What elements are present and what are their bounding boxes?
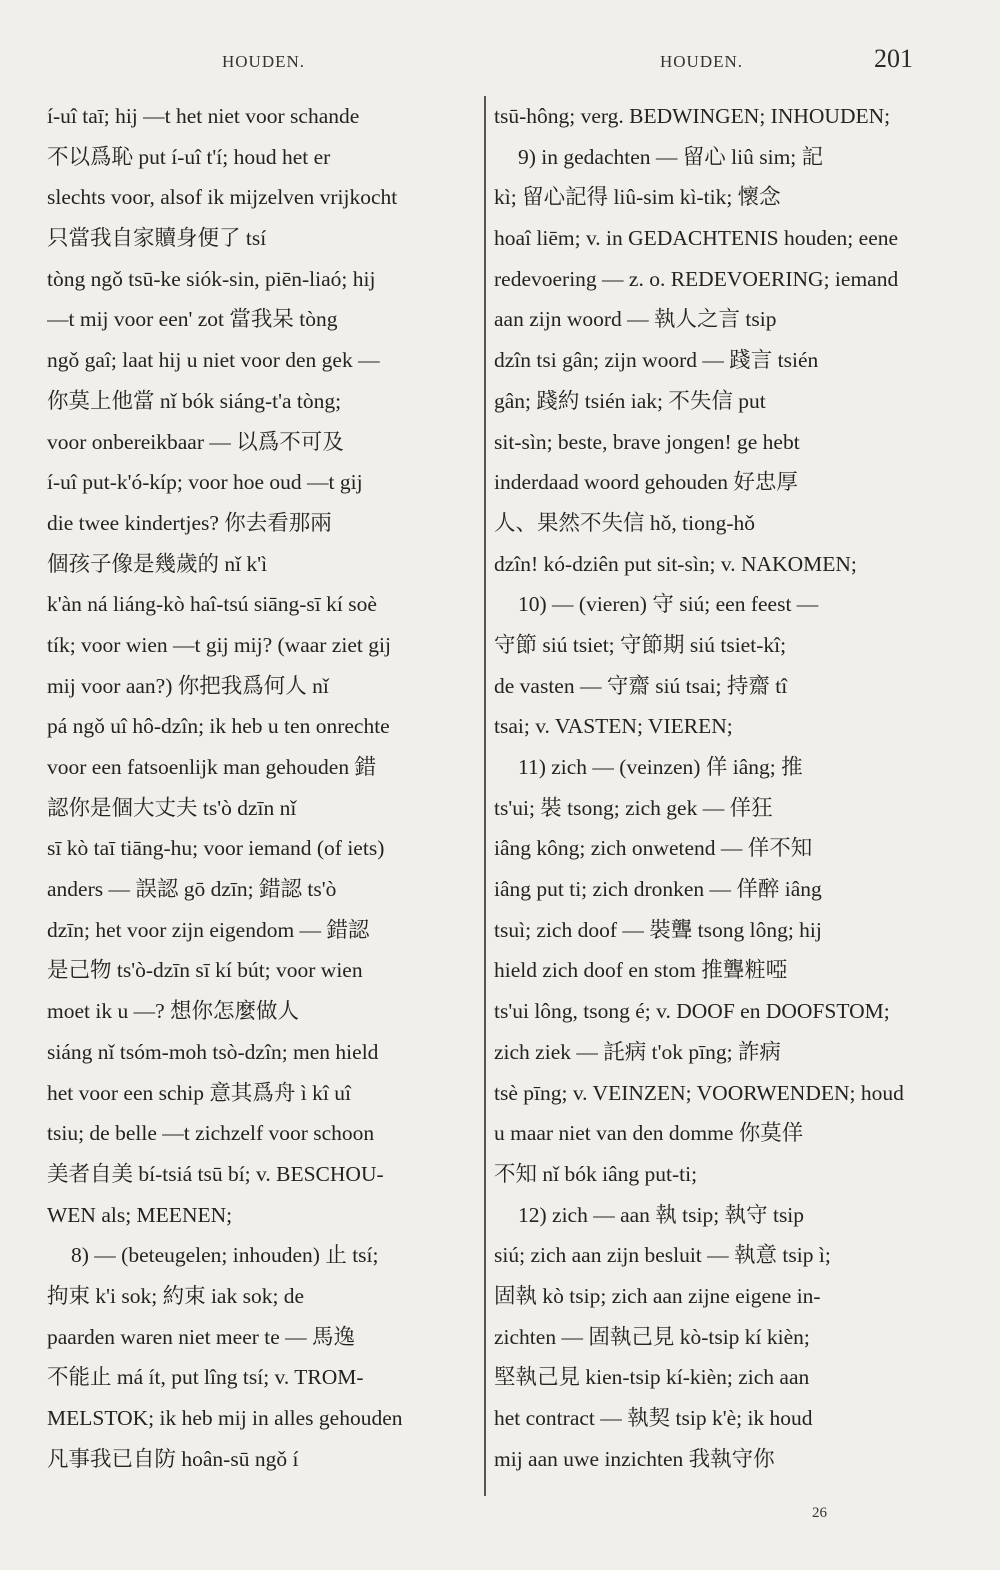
text-line: inderdaad woord gehouden 好忠厚 [494, 470, 798, 495]
text-line: slechts voor, alsof ik mijzelven vrijkocht [47, 185, 398, 210]
text-line: 守節 siú tsiet; 守節期 siú tsiet-kî; [494, 632, 787, 657]
text-line: dzīn; het voor zijn eigendom — 錯認 [47, 917, 370, 942]
text-line: tík; voor wien —t gij mij? (waar ziet gij [47, 632, 391, 657]
text-line: 固執 kò tsip; zich aan zijne eigene in- [494, 1283, 821, 1308]
text-line: hield zich doof en stom 推聾粧啞 [494, 958, 788, 983]
text-line: í-uî put-k'ó-kíp; voor hoe oud —t gij [47, 470, 363, 495]
text-line: tsai; v. VASTEN; VIEREN; [494, 714, 733, 739]
text-line: zich ziek — 託病 t'ok pīng; 詐病 [494, 1039, 781, 1064]
text-line: zichten — 固執己見 kò-tsip kí kièn; [494, 1324, 810, 1349]
text-line: aan zijn woord — 執人之言 tsip [494, 307, 777, 332]
text-line: 12) zich — aan 執 tsip; 執守 tsip [518, 1202, 805, 1227]
signature-mark: 26 [812, 1505, 827, 1521]
text-line: 認你是個大丈夫 ts'ò dzīn nǐ [47, 795, 297, 820]
text-line: ts'ui lông, tsong é; v. DOOF en DOOFSTOM; [494, 999, 890, 1024]
text-line: u maar niet van den domme 你莫佯 [494, 1121, 804, 1146]
text-line: dzîn tsi gân; zijn woord — 踐言 tsién [494, 348, 819, 373]
text-line: ngǒ gaî; laat hij u niet voor den gek — [47, 348, 380, 373]
text-line: gân; 踐約 tsién iak; 不失信 put [494, 388, 766, 413]
text-line: paarden waren niet meer te — 馬逸 [47, 1324, 356, 1349]
page-number: 201 [874, 44, 913, 73]
text-line: tòng ngǒ tsū-ke siók-sin, piēn-liaó; hij [47, 266, 376, 291]
text-line: mij voor aan?) 你把我爲何人 nǐ [47, 673, 329, 698]
right-running-head: HOUDEN. [660, 52, 744, 71]
text-line: tsiu; de belle —t zichzelf voor schoon [47, 1121, 375, 1146]
text-line: —t mij voor een' zot 當我呆 tòng [47, 307, 338, 332]
text-line: MELSTOK; ik heb mij in alles gehouden [47, 1406, 403, 1430]
text-line: 拘束 k'i sok; 約束 iak sok; de [47, 1283, 305, 1308]
text-line: iâng kông; zich onwetend — 佯不知 [494, 836, 813, 861]
text-line: sit-sìn; beste, brave jongen! ge hebt [494, 429, 800, 454]
text-line: tsū-hông; verg. BEDWINGEN; INHOUDEN; [494, 104, 891, 128]
text-line: siáng nǐ tsóm-moh tsò-dzîn; men hield [47, 1039, 379, 1064]
text-line: 9) in gedachten — 留心 liû sim; 記 [518, 144, 824, 169]
text-line: siú; zich aan zijn besluit — 執意 tsip ì; [494, 1243, 831, 1268]
text-line: 10) — (vieren) 守 siú; een feest — [518, 592, 819, 617]
text-line: 美者自美 bí-tsiá tsū bí; v. BESCHOU- [47, 1161, 384, 1186]
text-line: 是己物 ts'ò-dzīn sī kí bút; voor wien [47, 958, 363, 983]
text-line: ts'ui; 裝 tsong; zich gek — 佯狂 [494, 795, 773, 820]
text-line: het voor een schip 意其爲舟 ì kî uî [47, 1080, 351, 1105]
text-line: voor een fatsoenlijk man gehouden 錯 [47, 755, 376, 779]
text-line: 11) zich — (veinzen) 佯 iâng; 推 [518, 755, 803, 779]
text-line: 凡事我已自防 hoân-sū ngǒ í [47, 1446, 299, 1471]
text-line: die twee kindertjes? 你去看那兩 [47, 510, 332, 535]
left-running-head: HOUDEN. [222, 52, 306, 71]
text-line: moet ik u —? 想你怎麼做人 [47, 999, 300, 1024]
text-line: tsuì; zich doof — 裝聾 tsong lông; hij [494, 917, 822, 942]
text-line: hoaî liēm; v. in GEDACHTENIS houden; eene [494, 226, 899, 251]
column-divider [484, 96, 486, 1496]
text-line: kì; 留心記得 liû-sim kì-tik; 懷念 [494, 185, 781, 210]
text-line: k'àn ná liáng-kò haî-tsú siāng-sī kí soè [47, 592, 377, 617]
text-line: 個孩子像是幾歲的 nǐ k'ì [47, 551, 268, 576]
text-line: 堅執己見 kien-tsip kí-kièn; zich aan [494, 1365, 810, 1390]
text-line: 不以爲恥 put í-uî t'í; houd het er [47, 144, 331, 169]
text-line: 人、果然不失信 hǒ, tiong-hǒ [494, 510, 755, 535]
text-line: 只當我自家贖身便了 tsí [47, 226, 267, 251]
text-line: de vasten — 守齋 siú tsai; 持齋 tî [494, 673, 788, 698]
left-column [47, 96, 475, 1479]
text-line: 8) — (beteugelen; inhouden) 止 tsí; [71, 1243, 379, 1268]
text-line: redevoering — z. o. REDEVOERING; iemand [494, 266, 899, 291]
text-line: tsè pīng; v. VEINZEN; VOORWENDEN; houd [494, 1080, 904, 1105]
text-line: í-uî taī; hij —t het niet voor schande [47, 104, 360, 128]
text-line: mij aan uwe inzichten 我執守你 [494, 1446, 775, 1471]
text-line: pá ngǒ uî hô-dzîn; ik heb u ten onrechte [47, 714, 390, 739]
text-line: sī kò taī tiāng-hu; voor iemand (of iets) [47, 836, 385, 861]
text-line: 你莫上他當 nǐ bók siáng-t'a tòng; [47, 388, 342, 413]
text-line: 不能止 má ít, put lîng tsí; v. TROM- [47, 1365, 364, 1390]
text-line: anders — 誤認 gō dzīn; 錯認 ts'ò [47, 877, 337, 902]
text-line: 不知 nǐ bók iâng put-ti; [494, 1161, 698, 1186]
text-line: WEN als; MEENEN; [47, 1202, 233, 1227]
right-column [494, 96, 918, 1479]
text-line: dzîn! kó-dziên put sit-sìn; v. NAKOMEN; [494, 551, 857, 576]
text-line: voor onbereikbaar — 以爲不可及 [47, 429, 344, 454]
text-line: het contract — 執契 tsip k'è; ik houd [494, 1406, 813, 1430]
text-line: iâng put ti; zich dronken — 佯醉 iâng [494, 877, 822, 902]
